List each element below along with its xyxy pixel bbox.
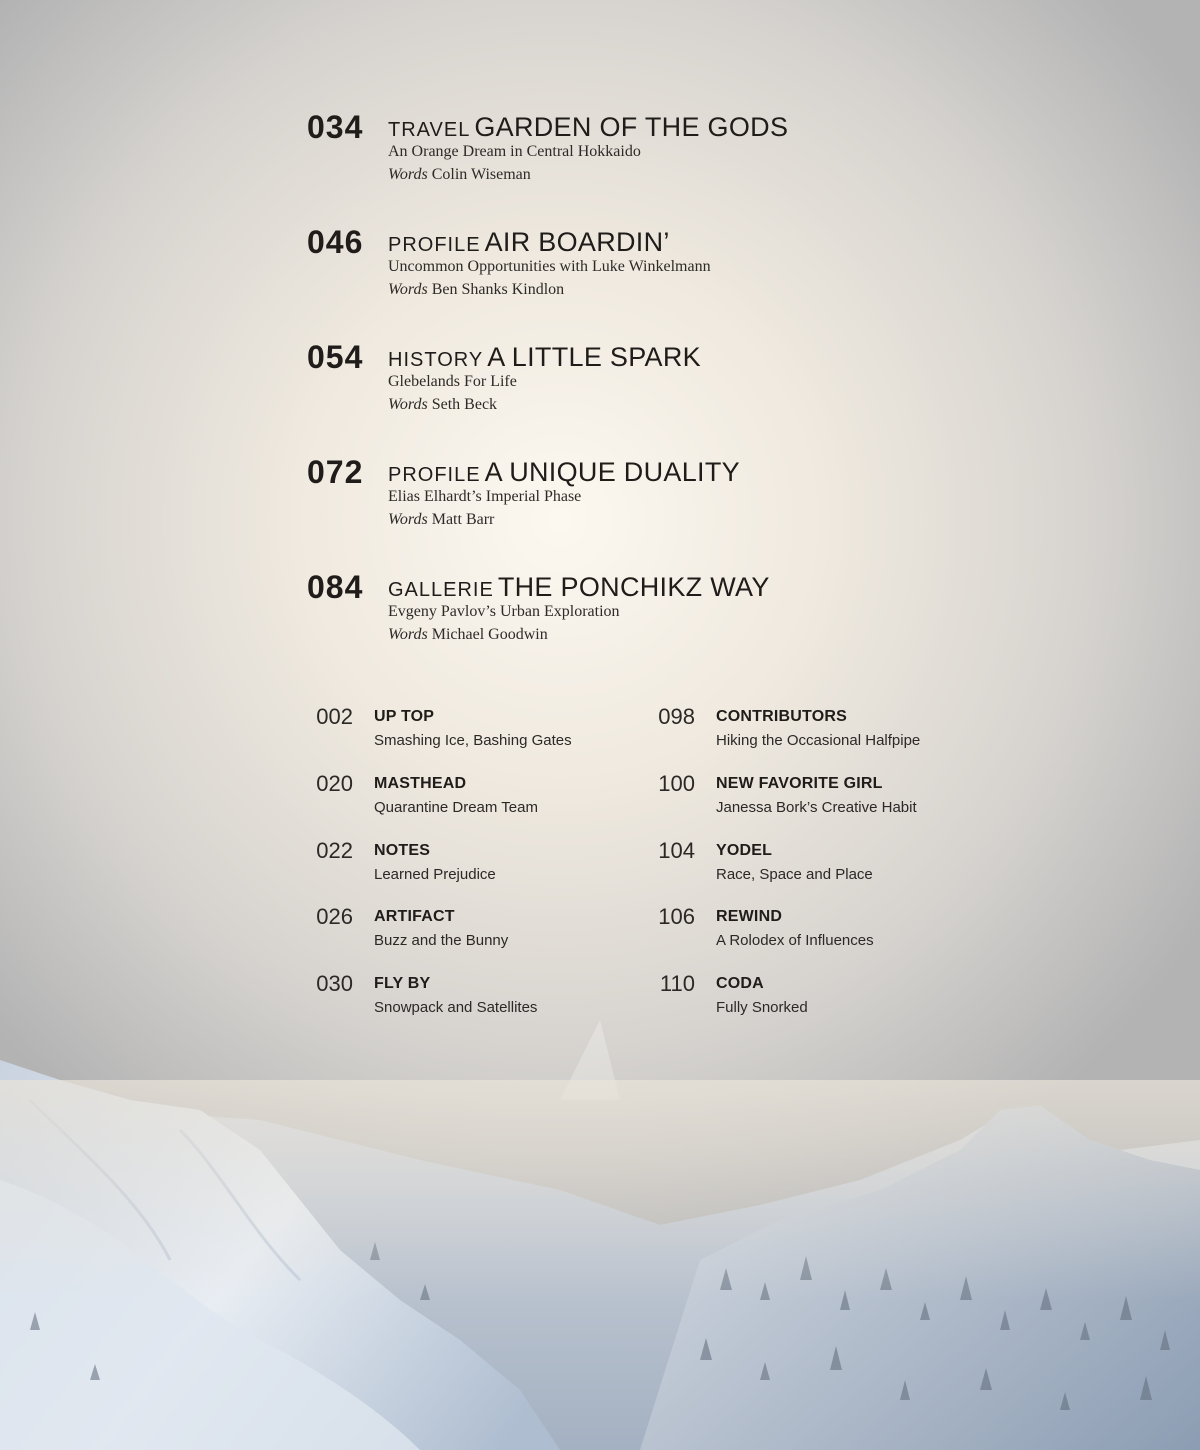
department-subtitle: Quarantine Dream Team [374, 799, 538, 816]
page-number: 002 [316, 704, 353, 729]
department-entry[interactable] [307, 839, 647, 889]
page-number: 084 [307, 569, 364, 605]
department-subtitle: Snowpack and Satellites [374, 999, 538, 1016]
feature-entry[interactable] [307, 111, 947, 201]
byline [388, 281, 564, 299]
department-title: CONTRIBUTORS [716, 708, 847, 725]
words-label: Words [388, 166, 428, 183]
words-label: Words [388, 626, 428, 643]
feature-title: THE PONCHIKZ WAY [497, 572, 770, 602]
department-title: CODA [716, 975, 764, 992]
department-subtitle: Janessa Bork’s Creative Habit [716, 799, 917, 816]
department-entry[interactable] [307, 772, 647, 822]
author: Matt Barr [431, 511, 495, 528]
department-title: REWIND [716, 908, 783, 925]
department-subtitle: Race, Space and Place [716, 866, 873, 883]
department-subtitle: Smashing Ice, Bashing Gates [374, 732, 572, 749]
department-subtitle: A Rolodex of Influences [716, 932, 874, 949]
feature-title: A LITTLE SPARK [487, 342, 701, 372]
page-number: 022 [316, 838, 353, 863]
feature-subtitle: Elias Elhardt’s Imperial Phase [388, 488, 582, 505]
page-number: 106 [658, 904, 695, 929]
department-entry[interactable] [649, 905, 989, 955]
department-title: NEW FAVORITE GIRL [716, 775, 883, 792]
feature-subtitle: Glebelands For Life [388, 373, 517, 390]
department-entry[interactable] [307, 972, 647, 1022]
author: Michael Goodwin [431, 626, 548, 643]
feature-title: GARDEN OF THE GODS [474, 112, 789, 142]
section-label: PROFILE [388, 464, 481, 486]
page-number: 034 [307, 109, 364, 145]
section-label: TRAVEL [388, 119, 471, 141]
page-number: 098 [658, 704, 695, 729]
department-title: UP TOP [374, 708, 435, 725]
words-label: Words [388, 511, 428, 528]
department-entry[interactable] [649, 772, 989, 822]
feature-title: A UNIQUE DUALITY [484, 457, 740, 487]
department-subtitle: Buzz and the Bunny [374, 932, 509, 949]
feature-subtitle: Evgeny Pavlov’s Urban Exploration [388, 603, 620, 620]
page-number: 110 [659, 971, 695, 996]
feature-entry[interactable] [307, 456, 947, 546]
page-number: 026 [316, 904, 353, 929]
author: Colin Wiseman [431, 166, 531, 183]
byline [388, 626, 548, 644]
section-label: PROFILE [388, 234, 481, 256]
feature-entry[interactable] [307, 571, 947, 661]
page-number: 046 [307, 224, 364, 260]
page-number: 030 [316, 971, 353, 996]
author: Seth Beck [431, 396, 498, 413]
words-label: Words [388, 281, 428, 298]
page-number: 072 [307, 454, 364, 490]
feature-entry[interactable] [307, 226, 947, 316]
department-title: MASTHEAD [374, 775, 467, 792]
byline [388, 396, 497, 414]
department-subtitle: Fully Snorked [716, 999, 808, 1016]
feature-subtitle: Uncommon Opportunities with Luke Winkelmann [388, 258, 711, 275]
department-title: ARTIFACT [374, 908, 455, 925]
section-label: HISTORY [388, 349, 484, 371]
department-title: YODEL [716, 842, 773, 859]
section-label: GALLERIE [388, 579, 494, 601]
page-number: 054 [307, 339, 364, 375]
page-number: 020 [316, 771, 353, 796]
feature-title: AIR BOARDIN’ [484, 227, 670, 257]
byline [388, 166, 531, 184]
department-entry[interactable] [307, 905, 647, 955]
feature-subtitle: An Orange Dream in Central Hokkaido [388, 143, 641, 160]
feature-entry[interactable] [307, 341, 947, 431]
department-title: NOTES [374, 842, 431, 859]
department-entry[interactable] [649, 839, 989, 889]
department-title: FLY BY [374, 975, 431, 992]
department-entry[interactable] [649, 972, 989, 1022]
department-entry[interactable] [307, 705, 647, 755]
words-label: Words [388, 396, 428, 413]
department-entry[interactable] [649, 705, 989, 755]
department-subtitle: Learned Prejudice [374, 866, 496, 883]
page-number: 100 [658, 771, 695, 796]
department-subtitle: Hiking the Occasional Halfpipe [716, 732, 921, 749]
page-number: 104 [658, 838, 695, 863]
byline [388, 511, 494, 529]
author: Ben Shanks Kindlon [431, 281, 565, 298]
